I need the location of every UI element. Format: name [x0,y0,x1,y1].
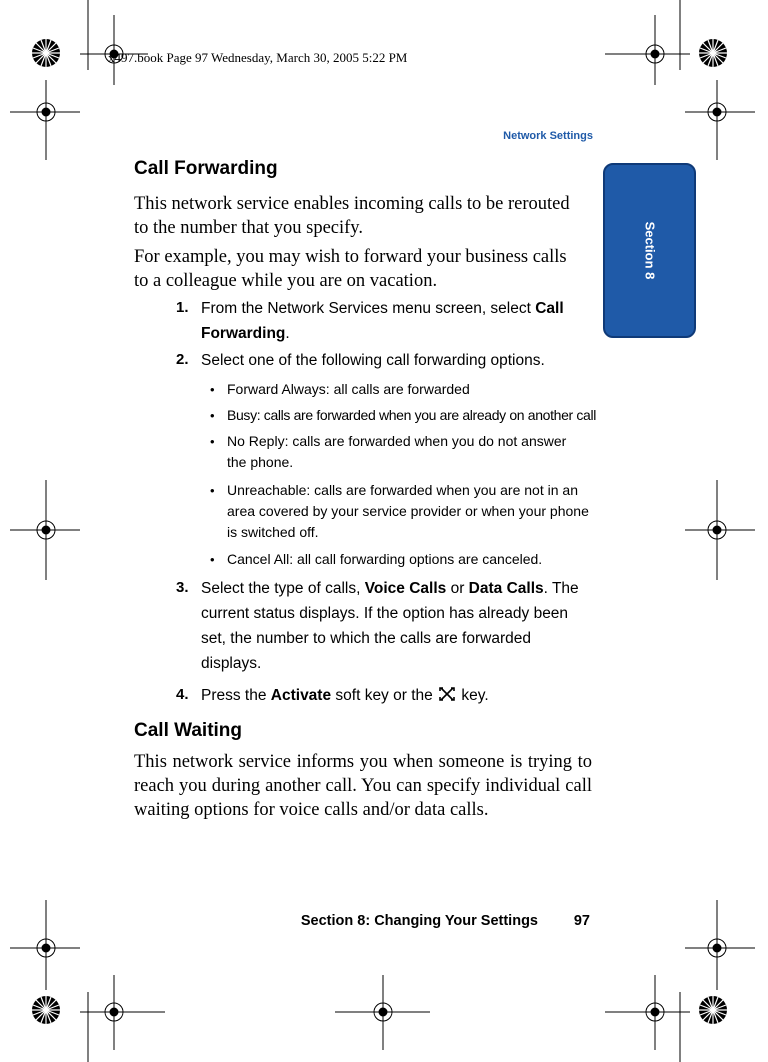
registration-mark-left-upper [10,80,80,160]
step-4-post: key. [457,687,489,704]
step-number: 4. [176,686,189,703]
call-forwarding-heading: Call Forwarding [134,158,278,179]
registration-mark-right-upper [685,80,755,160]
starburst-mark-top-right [699,39,727,67]
bullet: • [210,408,215,423]
book-header: x497.book Page 97 Wednesday, March 30, 2005 5:22 PM [108,50,408,65]
step-3-mid: or [446,580,469,597]
step-1-pre: From the Network Services menu screen, select [201,300,536,317]
step-3-bold-2: Data Calls [468,580,544,597]
bullet: • [210,434,215,449]
call-forwarding-para-1: This network service enables incoming calls to be rerouted to the number that you specify. [134,194,570,238]
starburst-mark-bottom-right [699,996,727,1024]
step-3-post: . The current status displays. If the option has already been set, the number to which the calls are forwarded displays. [201,580,579,672]
step-3-text [201,576,591,676]
footer-section-title: Section 8: Changing Your Settings [300,913,538,929]
call-waiting-para: This network service informs you when someone is trying to reach you during another call. You can specify individual call waiting options for voice calls and/or data calls. [134,752,592,820]
step-number: 2. [176,351,189,368]
step-2-text: Select one of the following call forwarding options. [201,352,545,369]
registration-mark-left-middle [10,480,80,580]
bullet-text: Cancel All: all call forwarding options are canceled. [227,551,543,567]
step-number: 1. [176,299,189,316]
bullet-text: Unreachable: calls are forwarded when you are not in an area covered by your service provider or when your phone is switched off. [227,482,589,540]
section-tab-label: Section 8 [641,221,657,280]
step-3-pre: Select the type of calls, [201,580,365,597]
step-4-bold: Activate [270,687,332,704]
registration-mark-right-middle [685,480,755,580]
running-head: Network Settings [503,130,593,142]
step-1-bold: Call Forwarding [201,300,564,342]
step-3-bold-1: Voice Calls [364,580,447,597]
section-tab-label-wrap [603,163,696,338]
bullet: • [210,552,215,567]
bullet-text: No Reply: calls are forwarded when you do not answer the phone. [227,433,567,470]
registration-mark-right-lower [685,900,755,990]
registration-mark-bottom-right [605,975,690,1050]
bullet-text: Forward Always: all calls are forwarded [227,381,470,397]
starburst-mark-bottom-left [32,996,60,1024]
call-forwarding-para-2: For example, you may wish to forward your business calls to a colleague while you are on vacation. [134,247,567,291]
footer-page-number: 97 [573,913,590,929]
step-1-post: . [285,325,290,342]
registration-mark-bottom-center [335,975,430,1050]
call-waiting-heading: Call Waiting [134,720,243,741]
navigation-key-icon [437,686,457,702]
registration-mark-left-lower [10,900,80,990]
bullet-text: Busy: calls are forwarded when you are already on another call [227,407,596,423]
step-4-mid: soft key or the [331,687,438,704]
bullet: • [210,382,215,397]
step-1-text [201,296,581,346]
bullet: • [210,483,215,498]
registration-mark-bottom-left [80,975,165,1050]
step-number: 3. [176,579,189,596]
step-4-pre: Press the [201,687,271,704]
starburst-mark-top-left [32,39,60,67]
registration-mark-top-center-right [605,15,690,85]
step-4-text [201,683,591,708]
